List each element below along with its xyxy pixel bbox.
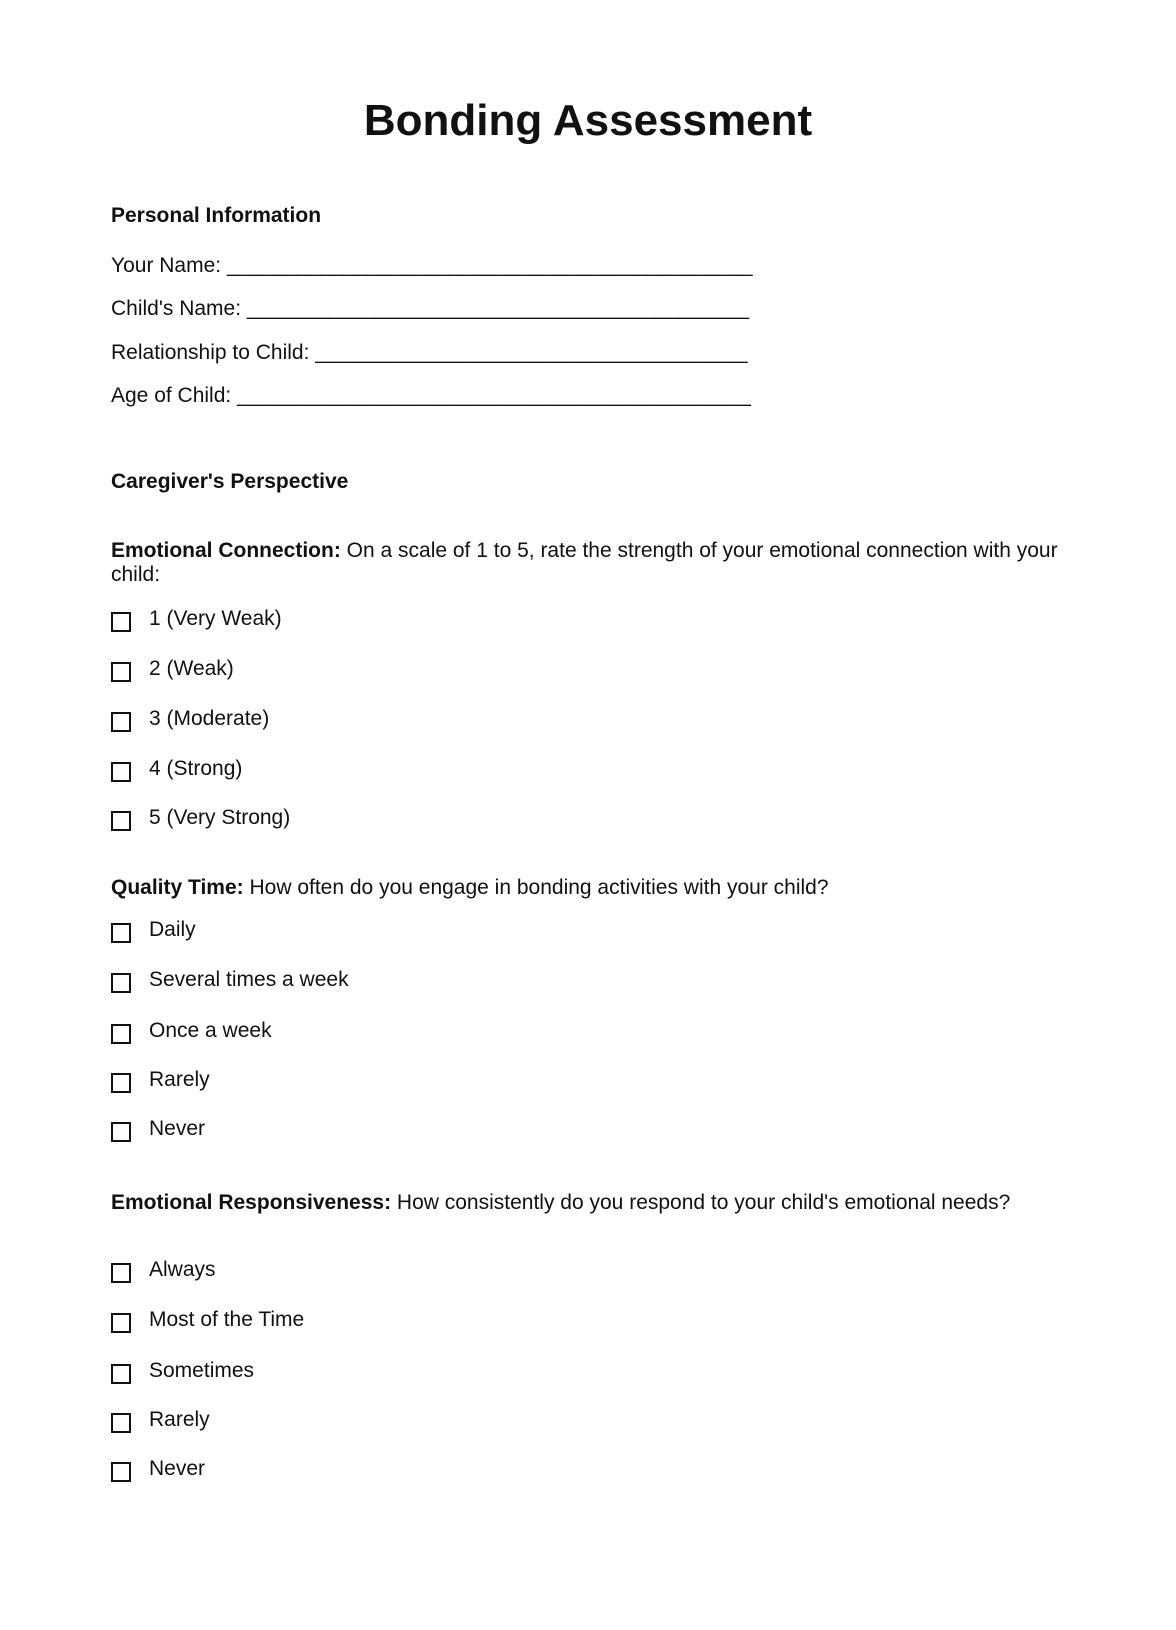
quality-time-option[interactable]	[111, 917, 196, 943]
emotional-responsiveness-option[interactable]	[111, 1407, 210, 1433]
checkbox[interactable]	[111, 1024, 131, 1044]
question-title: Emotional Responsiveness:	[111, 1191, 392, 1214]
question-text: How often do you engage in bonding activities with your child?	[243, 876, 829, 899]
option-label: Always	[149, 1258, 216, 1281]
checkbox[interactable]	[111, 811, 131, 831]
emotional-responsiveness-option[interactable]	[111, 1358, 254, 1384]
option-label: Daily	[149, 918, 196, 941]
emotional-connection-option[interactable]	[111, 805, 290, 831]
checkbox[interactable]	[111, 1462, 131, 1482]
option-label: 1 (Very Weak)	[149, 607, 282, 630]
checkbox[interactable]	[111, 923, 131, 943]
emotional-connection-option[interactable]	[111, 756, 242, 782]
emotional-responsiveness-question	[111, 1191, 1071, 1215]
checkbox[interactable]	[111, 762, 131, 782]
option-label: Rarely	[149, 1068, 210, 1091]
checkbox[interactable]	[111, 973, 131, 993]
emotional-connection-option[interactable]	[111, 606, 282, 632]
field-blank[interactable]: _____________________________________________	[226, 254, 753, 277]
emotional-responsiveness-option[interactable]	[111, 1307, 304, 1333]
question-title: Emotional Connection:	[111, 539, 341, 562]
checkbox[interactable]	[111, 662, 131, 682]
caregiver-heading: Caregiver's Perspective	[111, 470, 349, 493]
checkbox[interactable]	[111, 1073, 131, 1093]
emotional-connection-question	[111, 539, 1071, 587]
quality-time-option[interactable]	[111, 1067, 210, 1093]
option-label: Most of the Time	[149, 1308, 305, 1331]
field-label: Child's Name:	[111, 297, 242, 320]
quality-time-option[interactable]	[111, 967, 349, 993]
checkbox[interactable]	[111, 712, 131, 732]
emotional-responsiveness-option[interactable]	[111, 1257, 216, 1283]
option-label: Never	[149, 1117, 206, 1140]
option-label: Sometimes	[149, 1359, 255, 1382]
option-label: Once a week	[149, 1019, 272, 1042]
page-title: Bonding Assessment	[363, 96, 813, 145]
option-label: 3 (Moderate)	[149, 707, 270, 730]
field-blank[interactable]: ___________________________________________	[246, 297, 750, 320]
checkbox[interactable]	[111, 1364, 131, 1384]
emotional-connection-option[interactable]	[111, 706, 269, 732]
option-label: Never	[149, 1457, 206, 1480]
option-label: 4 (Strong)	[149, 757, 243, 780]
question-text: On a scale of 1 to 5, rate the strength of your emotional connection with your child:	[111, 539, 1058, 586]
your-name-field[interactable]	[111, 254, 753, 278]
child-name-field[interactable]	[111, 297, 749, 321]
checkbox[interactable]	[111, 612, 131, 632]
checkbox[interactable]	[111, 1413, 131, 1433]
quality-time-option[interactable]	[111, 1116, 205, 1142]
option-label: Rarely	[149, 1408, 210, 1431]
quality-time-option[interactable]	[111, 1018, 272, 1044]
option-label: Several times a week	[149, 968, 349, 991]
child-age-field[interactable]	[111, 384, 751, 408]
field-label: Your Name:	[111, 254, 222, 277]
question-title: Quality Time:	[111, 876, 244, 899]
field-label: Relationship to Child:	[111, 341, 310, 364]
checkbox[interactable]	[111, 1263, 131, 1283]
quality-time-question	[111, 876, 1071, 900]
option-label: 5 (Very Strong)	[149, 806, 291, 829]
checkbox[interactable]	[111, 1122, 131, 1142]
checkbox[interactable]	[111, 1313, 131, 1333]
emotional-connection-option[interactable]	[111, 656, 234, 682]
emotional-responsiveness-option[interactable]	[111, 1456, 205, 1482]
relationship-field[interactable]	[111, 341, 747, 365]
personal-info-heading: Personal Information	[111, 204, 322, 227]
field-blank[interactable]: ____________________________________________	[237, 384, 751, 407]
field-label: Age of Child:	[111, 384, 232, 407]
field-blank[interactable]: _____________________________________	[315, 341, 748, 364]
option-label: 2 (Weak)	[149, 657, 234, 680]
question-text: How consistently do you respond to your child's emotional needs?	[391, 1191, 1011, 1214]
